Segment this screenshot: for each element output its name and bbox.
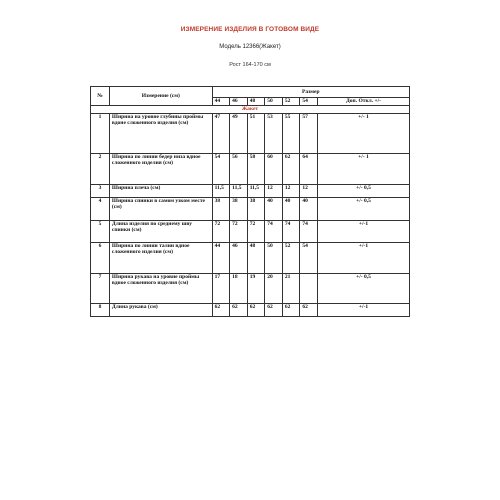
group-row bbox=[91, 106, 410, 114]
table-row bbox=[91, 274, 410, 304]
size-value: 52 bbox=[282, 243, 300, 274]
header-measure: Измерение (см) bbox=[109, 87, 212, 106]
tolerance-value: +/-1 bbox=[317, 221, 409, 243]
size-value: 74 bbox=[282, 221, 300, 243]
size-value: 54 bbox=[212, 154, 230, 185]
size-value: 74 bbox=[300, 221, 318, 243]
size-value: 58 bbox=[247, 154, 265, 185]
size-value: 62 bbox=[282, 304, 300, 317]
size-value: 12 bbox=[282, 185, 300, 198]
size-value: 48 bbox=[247, 243, 265, 274]
header-size: Размер bbox=[212, 87, 409, 98]
table-row bbox=[91, 304, 410, 317]
row-number: 8 bbox=[91, 304, 110, 317]
size-value: 40 bbox=[265, 198, 283, 221]
size-value: 44 bbox=[212, 243, 230, 274]
growth-label: Рост 164-170 см bbox=[229, 62, 271, 68]
table-row bbox=[91, 198, 410, 221]
size-value: 55 bbox=[282, 114, 300, 154]
size-value: 49 bbox=[230, 114, 248, 154]
size-value: 62 bbox=[282, 154, 300, 185]
size-header-cell: 44 bbox=[212, 98, 230, 106]
size-value: 62 bbox=[265, 304, 283, 317]
size-value: 17 bbox=[212, 274, 230, 304]
size-value: 40 bbox=[282, 198, 300, 221]
size-header-cell: 54 bbox=[300, 98, 318, 106]
measurement-name: Ширина по линии талии вдное сложенного изделия (см) bbox=[109, 243, 212, 274]
size-value: 38 bbox=[247, 198, 265, 221]
size-value bbox=[300, 274, 318, 304]
size-value: 47 bbox=[212, 114, 230, 154]
tolerance-value: +/- 0,5 bbox=[317, 185, 409, 198]
model-label: Модель 12366(Жакет) bbox=[219, 44, 281, 50]
size-value: 54 bbox=[300, 243, 318, 274]
size-value: 38 bbox=[230, 198, 248, 221]
size-value: 18 bbox=[230, 274, 248, 304]
row-number: 5 bbox=[91, 221, 110, 243]
document-title: ИЗМЕРЕНИЕ ИЗДЕЛИЯ В ГОТОВОМ ВИДЕ bbox=[180, 26, 320, 33]
size-value: 40 bbox=[300, 198, 318, 221]
table-row bbox=[91, 154, 410, 185]
size-value: 57 bbox=[300, 114, 318, 154]
tolerance-value: +/- 1 bbox=[317, 154, 409, 185]
size-header-cell: 50 bbox=[265, 98, 283, 106]
size-value: 72 bbox=[247, 221, 265, 243]
measurement-name: Длина рукава (см) bbox=[109, 304, 212, 317]
size-value: 53 bbox=[265, 114, 283, 154]
size-value: 62 bbox=[247, 304, 265, 317]
header-tolerance: Доп. Откл. +/- bbox=[317, 98, 409, 106]
size-value: 11,5 bbox=[230, 185, 248, 198]
size-value: 11,5 bbox=[212, 185, 230, 198]
measurement-table bbox=[90, 86, 410, 317]
size-value: 50 bbox=[265, 243, 283, 274]
measurement-name: Ширина рукава на уровне проймы вдное сложенного изделия (см) bbox=[109, 274, 212, 304]
size-value: 72 bbox=[230, 221, 248, 243]
row-number: 4 bbox=[91, 198, 110, 221]
size-value: 51 bbox=[247, 114, 265, 154]
measurement-name: Ширина плеча (см) bbox=[109, 185, 212, 198]
table-row bbox=[91, 185, 410, 198]
size-value: 11,5 bbox=[247, 185, 265, 198]
row-number: 3 bbox=[91, 185, 110, 198]
size-value: 62 bbox=[230, 304, 248, 317]
size-value: 12 bbox=[265, 185, 283, 198]
table-row bbox=[91, 243, 410, 274]
row-number: 2 bbox=[91, 154, 110, 185]
tolerance-value: +/- 0,5 bbox=[317, 198, 409, 221]
size-value: 46 bbox=[230, 243, 248, 274]
measurement-name: Ширина по линии бедер низа вдное сложенного изделия (см) bbox=[109, 154, 212, 185]
measurement-name: Длина изделия по среднему шву спинки (см) bbox=[109, 221, 212, 243]
table-header-row bbox=[91, 87, 410, 98]
size-value: 74 bbox=[265, 221, 283, 243]
size-value: 12 bbox=[300, 185, 318, 198]
measurement-name: Ширина спинки в самом узком месте (см) bbox=[109, 198, 212, 221]
size-value: 64 bbox=[300, 154, 318, 185]
size-header-cell: 48 bbox=[247, 98, 265, 106]
header-num: № bbox=[91, 87, 110, 106]
size-value: 56 bbox=[230, 154, 248, 185]
tolerance-value: +/-1 bbox=[317, 243, 409, 274]
row-number: 7 bbox=[91, 274, 110, 304]
table-row bbox=[91, 114, 410, 154]
size-value: 38 bbox=[212, 198, 230, 221]
measurement-name: Ширина на уровне глубины проймы вдоне сложенного изделия (см) bbox=[109, 114, 212, 154]
tolerance-value: +/- 1 bbox=[317, 114, 409, 154]
size-value: 62 bbox=[300, 304, 318, 317]
size-value: 20 bbox=[265, 274, 283, 304]
size-header-cell: 52 bbox=[282, 98, 300, 106]
size-header-cell: 46 bbox=[230, 98, 248, 106]
group-label: Жакет bbox=[91, 106, 410, 114]
row-number: 1 bbox=[91, 114, 110, 154]
size-value: 60 bbox=[265, 154, 283, 185]
size-value: 72 bbox=[212, 221, 230, 243]
tolerance-value: +/-1 bbox=[317, 304, 409, 317]
table-row bbox=[91, 221, 410, 243]
size-value: 21 bbox=[282, 274, 300, 304]
tolerance-value: +/- 0,5 bbox=[317, 274, 409, 304]
row-number: 6 bbox=[91, 243, 110, 274]
size-value: 62 bbox=[212, 304, 230, 317]
size-value: 19 bbox=[247, 274, 265, 304]
